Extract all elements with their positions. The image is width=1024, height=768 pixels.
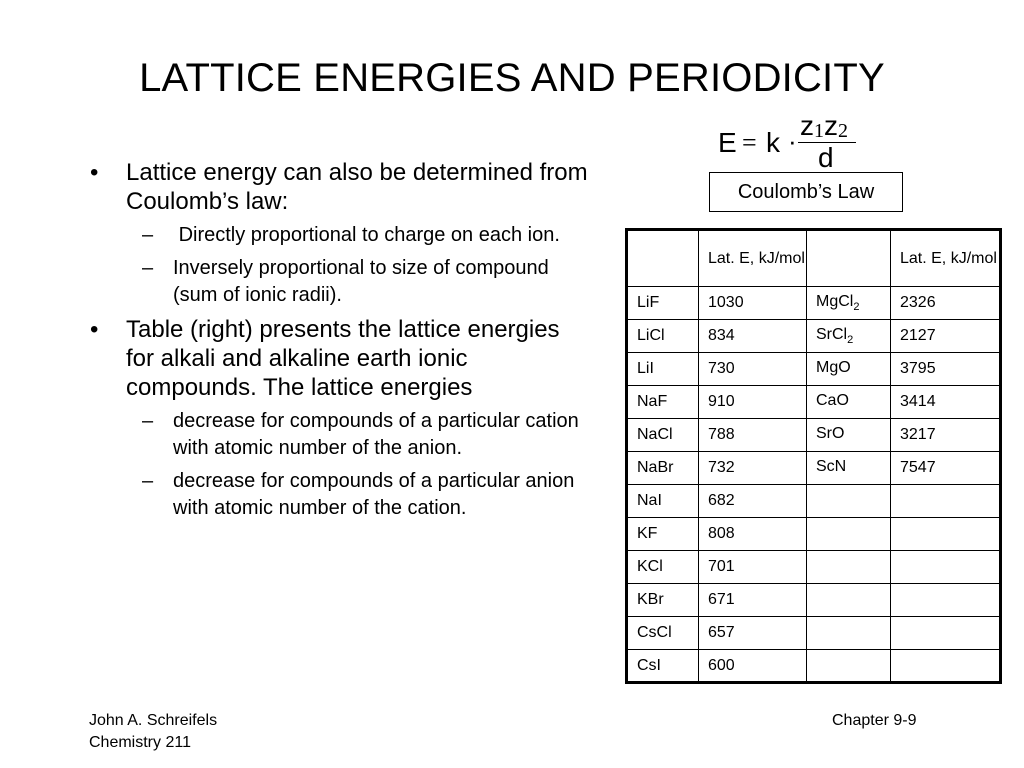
table-row [627,584,1001,617]
table-cell: 788 [699,419,807,452]
table-cell: KBr [627,584,699,617]
sub-bullet-item [90,222,590,249]
table-cell: 2127 [891,320,1001,353]
formula-energy: E [718,127,737,158]
table-cell: NaCl [627,419,699,452]
footer-chapter: Chapter 9-9 [832,712,917,729]
table-cell [807,650,891,683]
table-row [627,551,1001,584]
table-cell [807,287,891,320]
table-cell [891,485,1001,518]
dash-marker: – [142,257,154,279]
formula-equals: = [742,128,757,157]
bullet-text: Lattice energy can also be determined from Coulomb’s law: [126,159,588,215]
dash-marker: – [142,224,154,246]
table-cell [807,551,891,584]
table-cell [891,584,1001,617]
table-cell: 1030 [699,287,807,320]
formula-subscript: 2 [853,301,860,314]
footer-course: Chemistry 211 [89,734,191,751]
formula-dot: · [788,126,797,156]
table-row [627,353,1001,386]
compound-formula: MgO [816,358,851,376]
table-cell: 2326 [891,287,1001,320]
footer-left [89,710,217,754]
table-cell: 808 [699,518,807,551]
table-row [627,617,1001,650]
table-row [627,320,1001,353]
table-row [627,650,1001,683]
table-cell: KF [627,518,699,551]
table-row [627,419,1001,452]
footer-author: John A. Schreifels [89,712,218,729]
compound-formula: SrCl [816,325,848,343]
sub-bullet-item [90,255,590,309]
compound-formula: MgCl [816,292,854,310]
table-cell [807,518,891,551]
table-cell [807,617,891,650]
table-cell: LiCl [627,320,699,353]
compound-formula: SrO [816,424,845,442]
table-header-cell: Lat. E, kJ/mol [891,230,1001,287]
dash-marker: – [142,410,154,432]
table-header-cell: Lat. E, kJ/mol [699,230,807,287]
table-cell: KCl [627,551,699,584]
sub-bullet-item [90,468,590,522]
formula-constant: k [766,127,780,158]
table-cell [891,650,1001,683]
table-cell: 3217 [891,419,1001,452]
dash-marker: – [142,470,154,492]
compound-formula: CaO [816,391,849,409]
bullet-item [90,158,590,216]
table-cell [807,386,891,419]
bullet-marker: • [90,316,99,343]
table-cell: 910 [699,386,807,419]
table-cell: NaBr [627,452,699,485]
table-cell: 671 [699,584,807,617]
charge-z2: z [824,110,838,141]
table-cell: 3795 [891,353,1001,386]
table-cell [807,419,891,452]
table-cell [807,452,891,485]
table-cell: 682 [699,485,807,518]
table-cell: 834 [699,320,807,353]
table-cell: 730 [699,353,807,386]
lattice-energy-table [625,228,1002,684]
sub-bullet-text: decrease for compounds of a particular anion with atomic number of the cation. [173,470,575,519]
table-cell: 3414 [891,386,1001,419]
table-cell [807,584,891,617]
table-row [627,518,1001,551]
coulomb-law-label: Coulomb’s Law [709,172,903,212]
coulomb-formula [718,112,868,176]
table-cell: LiF [627,287,699,320]
table-cell: LiI [627,353,699,386]
bullet-marker: • [90,159,99,186]
sub-bullet-text: decrease for compounds of a particular cation with atomic number of the anion. [173,410,579,459]
sub-bullet-text: Inversely proportional to size of compound (sum of ionic radii). [173,257,549,306]
bullet-text: Table (right) presents the lattice energies for alkali and alkaline earth ionic compounds. The lattice energies [126,316,560,401]
table-cell [891,518,1001,551]
table-header-cell [807,230,891,287]
sub-bullet-text: Directly proportional to charge on each ion. [173,224,560,246]
bullet-list [90,158,590,528]
charge-z1: z [800,110,814,141]
table-row [627,287,1001,320]
table-cell: NaI [627,485,699,518]
formula-numerator [800,110,848,143]
table-row [627,485,1001,518]
sub-bullet-item [90,408,590,462]
table-cell: 732 [699,452,807,485]
table-cell [807,485,891,518]
compound-formula: ScN [816,457,847,475]
table-cell [807,320,891,353]
table-cell: CsCl [627,617,699,650]
table-cell: 7547 [891,452,1001,485]
table-cell [807,353,891,386]
slide-title: LATTICE ENERGIES AND PERIODICITY [139,56,885,100]
table-cell: CsI [627,650,699,683]
charge-z2-subscript: 2 [838,120,848,142]
table-cell: 600 [699,650,807,683]
table-header-row [627,230,1001,287]
charge-z1-subscript: 1 [814,120,824,142]
formula-subscript: 2 [847,334,854,347]
table-cell: 657 [699,617,807,650]
table-cell [891,617,1001,650]
table-row [627,386,1001,419]
formula-denominator: d [818,142,834,173]
table-cell: NaF [627,386,699,419]
table-cell [891,551,1001,584]
table-row [627,452,1001,485]
table-cell: 701 [699,551,807,584]
bullet-item [90,315,590,402]
table-header-cell [627,230,699,287]
